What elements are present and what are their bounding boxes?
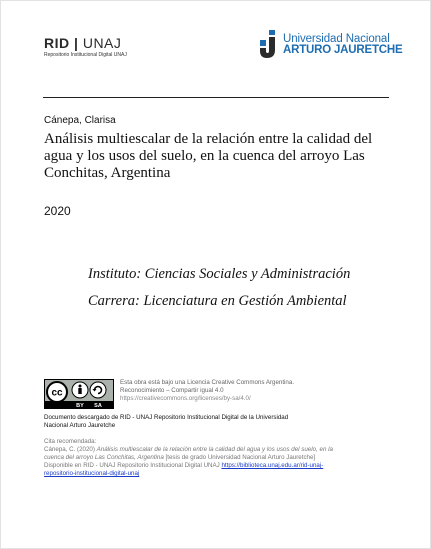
cc-by-sa-icon [45,380,113,408]
citation-link-part1[interactable]: https://biblioteca.unaj.edu.ar/rid-unaj- [221,462,324,469]
rid-unaj-logo [44,35,127,58]
career-line: Carrera: Licenciatura en Gestión Ambiental [88,293,347,309]
citation-line1-prefix: Cánepa, C. (2020) [44,446,97,453]
cc-badge-cc-label: cc [51,387,63,399]
cc-badge-by-label: BY [76,403,84,408]
download-line2: Nacional Arturo Jauretche [44,422,116,429]
download-notice [44,414,288,430]
university-logo [258,30,403,62]
citation-line2-title: cuenca del arroyo Las Conchitas, Argentina [44,454,164,461]
license-line1: Esta obra está bajo una Licencia Creative Commons Argentina. [120,379,295,386]
rid-logo-separator: | [69,35,83,51]
university-mark-icon [258,30,278,60]
rid-logo-unaj: UNAJ [82,35,122,51]
license-text [120,379,294,403]
university-name-line1: Universidad Nacional [283,33,390,45]
university-name [283,33,402,56]
citation-line2 [44,454,333,462]
institute-line: Instituto: Ciencias Sociales y Administración [88,266,351,282]
license-url[interactable]: https://creativecommons.org/licenses/by-sa/4.0/ [120,395,251,402]
rid-logo-rid: RID [44,35,70,51]
cc-license-badge[interactable] [44,379,114,409]
header-divider [43,97,389,98]
recommended-citation [44,438,333,478]
citation-line3 [44,462,333,470]
university-name-line2: ARTURO JAURETCHE [283,44,403,56]
rid-logo-wordmark [44,35,127,51]
publication-year: 2020 [44,204,71,218]
cc-badge-sa-label: SA [94,403,102,408]
citation-line1-title: Análisis multiescalar de la relación entre la calidad del agua y los usos del suelo, en la [96,446,333,453]
citation-line1 [44,446,333,454]
download-line1: Documento descargado de RID - UNAJ Repositorio Institucional Digital de la Universidad [44,414,289,421]
citation-line2-suffix: [tesis de grado Universidad Nacional Arturo Jauretche] [163,454,316,461]
license-line2: Reconocimiento – Compartir igual 4.0 [120,387,224,394]
citation-link-part2[interactable]: repositorio-institucional-digital-unaj [44,470,140,477]
rid-logo-subtitle: Repositorio Institucional Digital UNAJ [44,52,127,58]
thesis-title: Análisis multiescalar de la relación entre la calidad del agua y los usos del suelo, en la cuenca del arroyo Las Conchitas, Argentina [44,131,373,181]
author-name: Cánepa, Clarisa [44,115,116,126]
citation-line4 [44,470,333,478]
citation-line3-prefix: Disponible en RID - UNAJ Repositorio Institucional Digital UNAJ [44,462,222,469]
citation-label: Cita recomendada: [44,438,97,445]
